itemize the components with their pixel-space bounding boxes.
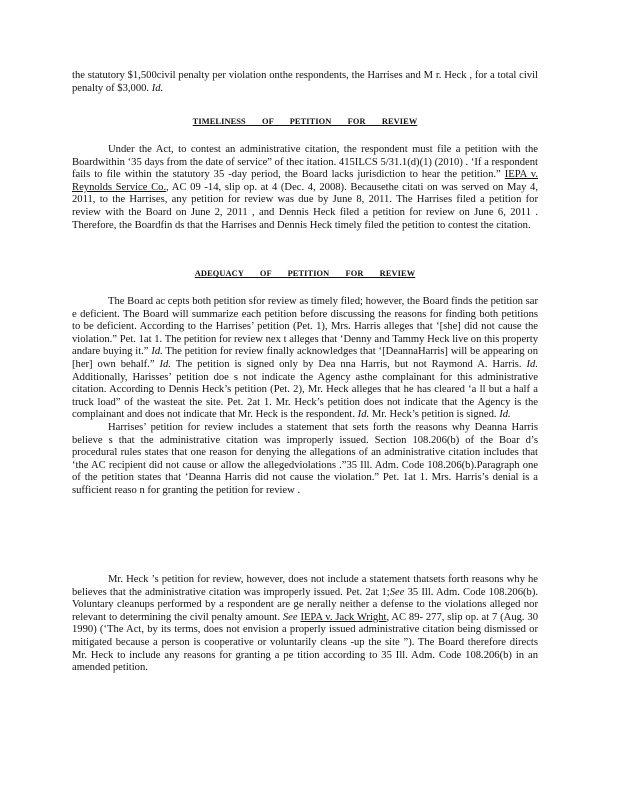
adequacy-paragraph-1 (72, 296, 538, 498)
adequacy-heading-wrap (72, 268, 538, 281)
timeliness-paragraph (72, 144, 538, 232)
adequacy-paragraph-3 (72, 574, 538, 675)
adequacy-p3-see-2: See (282, 611, 298, 623)
adequacy-heading: ADEQUACY OF PETITION FOR REVIEW (194, 269, 416, 278)
adequacy-paragraph-2: Harrises’ petition for review includes a statement that sets forth the reasons why Deanna Harris believe s that the administrative citation was improperly issued. Section 108.206(b) of the Boar d’s procedural rules states that one reason for denying the allegations of an administrative citation includes that ‘the AC recipient did not cause or allow the allegedviolations .”35 Ill. Adm. Code 108.206(b).Paragraph one of the petition states that ‘Deanna Harris did not cause the violation.” Pet. 1at 1. Mrs. Harris’s denial is a sufficient reaso n for granting the petition for review . (72, 421, 538, 496)
adequacy-p3-text-3: , AC 89- 277, slip op. at 7 (Aug. 30 1990) (‘The Act, by its terms, does not envision a properly issued administrative citation being dismissed or mitigated because a person is cooperative or voluntarily cleans -up the site ”). The Board therefore directs Mr. Heck to include any reasons for granting a pe tition according to 35 Ill. Adm. Code 108.206(b) in an amended petition. (72, 611, 539, 674)
adequacy-p1-text-4: Additionally, Harisses’ petition doe s not indicate the Agency asthe complainant for this administrative citation. According to Dennis Heck’s petition (Pet. 2), Mr. Heck alleges that he has cleared ‘a ll but a half a truck load” of the wasteat the site. Pet. 2at 1. Mr. Heck’s petition does not indicate that the Agency is the complainant and does not indicate that Mr. Heck is the respondent. (72, 371, 538, 421)
adequacy-p1-cite-2: Id. (159, 358, 171, 370)
adequacy-p1-cite-3: Id. (526, 358, 538, 370)
adequacy-p1-cite-4: Id. (357, 409, 370, 421)
adequacy-p1-text-1: The Board ac cepts both petition sfor review as timely filed; however, the Board finds the petition sar e deficient. The Board will summarize each petition before discussing the reasons for finding both petitions to be deficient. According to the Harrises’ petition (Pet. 1), Mrs. Harris alleges that ‘[she] did not cause the violation.” Pet. 1at 1. The petition for review nex t alleges that ‘Denny and Tammy Heck live on this property andare buying it.” (72, 296, 538, 358)
adequacy-p1-text-3: The petition is signed only by Dea nna Harris, but not Raymond A. Harris. (175, 358, 522, 370)
timeliness-heading: TIMELINESS OF PETITION FOR REVIEW (192, 117, 418, 126)
timeliness-heading-wrap (72, 116, 538, 129)
adequacy-p1-cite-1: Id. (151, 346, 163, 358)
adequacy-p3-text-2: 35 Ill. Adm. Code 108.206(b). Voluntary cleanups performed by a respondent are ge nerally neither a defense to the violations alleged nor relevant to determining the civil penalty amount. (72, 586, 539, 623)
adequacy-p3-text-1: Mr. Heck ’s petition for review, however, does not include a statement thatsets forth reasons why he believes that the administrative citation was improperly issued. Pet. 2at 1; (72, 574, 538, 598)
adequacy-p1-text-2: The petition for review finally acknowledges that ‘[DeannaHarris] will be appearing on [her] own behalf.” (72, 346, 538, 370)
timeliness-text-2: , AC 09 -14, slip op. at 4 (Dec. 4, 2008). Becausethe citati on was served on May 4, 2011, to the Harrises, any petition for review was due by June 8, 2011. The Harrises filed a petition for review with the Board on June 2, 2011 , and Dennis Heck filed a petition for review on June 6, 2011 . Therefore, the Boardfin ds that the Harrises and Dennis Heck timely filed the petition to contest the citation. (72, 181, 538, 231)
wright-case-name: IEPA v. Jack Wright (300, 611, 387, 623)
reynolds-case-name: IEPA v. Reynolds Service Co. (72, 169, 539, 193)
intro-text: the statutory $1,500civil penalty per violation onthe respondents, the Harrises and M r. Heck , for a total civil penalty of $3,000. (72, 70, 538, 94)
adequacy-p1-text-5: Mr. Heck’s petition is signed. (371, 409, 497, 421)
timeliness-text-1: Under the Act, to contest an administrative citation, the respondent must file a petition with the Boardwithin ‘35 days from the date of service” of thec itation. 415ILCS 5/31.1(d)(1) (2010) . ‘If a respondent fails to file within the statutory 35 -day period, the Board lacks jurisdiction to hear the petition.” (72, 144, 538, 181)
intro-paragraph (72, 70, 538, 95)
adequacy-p3-see-1: See (389, 586, 405, 598)
adequacy-p1-cite-5: Id. (499, 409, 511, 421)
intro-citation: Id. (151, 82, 164, 94)
